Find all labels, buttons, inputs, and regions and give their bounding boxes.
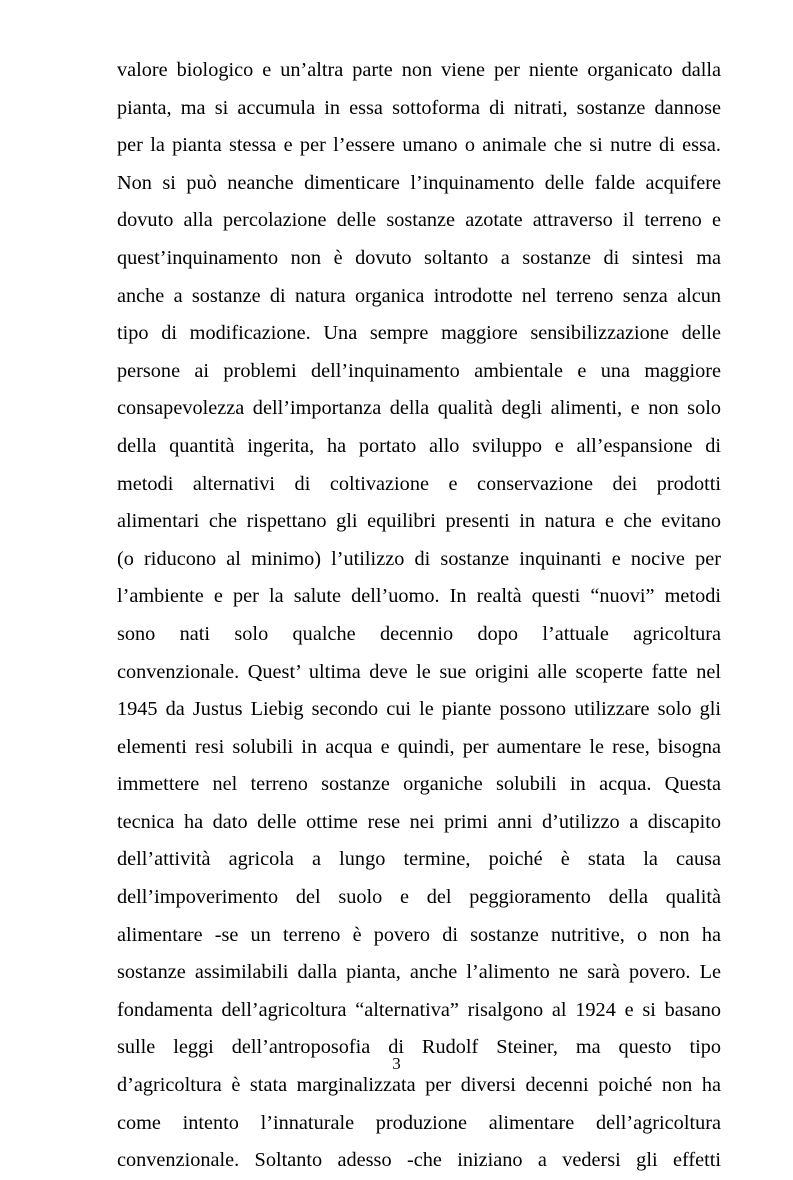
text-line: immettere nel terreno sostanze organiche solubili in acqua. Questa <box>117 773 721 796</box>
text-line: tecnica ha dato delle ottime rese nei primi anni d’utilizzo a discapito <box>117 810 721 833</box>
text-line: consapevolezza dell’importanza della qualità degli alimenti, e non solo <box>117 397 721 420</box>
body-paragraph <box>117 52 721 1180</box>
page-number: 3 <box>392 1054 401 1073</box>
text-line: anche a sostanze di natura organica introdotte nel terreno senza alcun <box>117 284 721 307</box>
text-line: convenzionale. Quest’ ultima deve le sue origini alle scoperte fatte nel <box>117 660 721 683</box>
text-line: pianta, ma si accumula in essa sottoforma di nitrati, sostanze dannose <box>117 96 721 119</box>
text-line: alimentare -se un terreno è povero di sostanze nutritive, o non ha <box>117 923 721 946</box>
text-line: dell’attività agricola a lungo termine, poiché è stata la causa <box>117 848 721 871</box>
text-line: (o riducono al minimo) l’utilizzo di sostanze inquinanti e nocive per <box>117 547 721 570</box>
text-line: della quantità ingerita, ha portato allo sviluppo e all’espansione di <box>117 434 721 457</box>
text-line: dovuto alla percolazione delle sostanze azotate attraverso il terreno e <box>117 209 721 232</box>
text-line: come intento l’innaturale produzione alimentare dell’agricoltura <box>117 1111 721 1134</box>
text-line: sulle leggi dell’antroposofia di Rudolf Steiner, ma questo tipo <box>117 1036 721 1059</box>
text-line: persone ai problemi dell’inquinamento ambientale e una maggiore <box>117 359 721 382</box>
text-line: fondamenta dell’agricoltura “alternativa” risalgono al 1924 e si basano <box>117 998 721 1021</box>
text-line: sono nati solo qualche decennio dopo l’attuale agricoltura <box>117 622 721 645</box>
text-line: dell’impoverimento del suolo e del peggioramento della qualità <box>117 886 721 909</box>
text-line: metodi alternativi di coltivazione e conservazione dei prodotti <box>117 472 721 495</box>
text-line: valore biologico e un’altra parte non viene per niente organicato dalla <box>117 59 721 81</box>
text-line: convenzionale. Soltanto adesso -che iniziano a vedersi gli effetti <box>117 1149 721 1172</box>
text-line: quest’inquinamento non è dovuto soltanto a sostanze di sintesi ma <box>117 246 721 269</box>
text-line: sostanze assimilabili dalla pianta, anche l’alimento ne sarà povero. Le <box>117 961 721 984</box>
text-line: d’agricoltura è stata marginalizzata per diversi decenni poiché non ha <box>117 1074 721 1097</box>
text-line: alimentari che rispettano gli equilibri presenti in natura e che evitano <box>117 510 721 533</box>
text-line: Non si può neanche dimenticare l’inquinamento delle falde acquifere <box>117 171 721 194</box>
text-line: elementi resi solubili in acqua e quindi, per aumentare le rese, bisogna <box>117 735 721 758</box>
text-line: per la pianta stessa e per l’essere umano o animale che si nutre di essa. <box>117 134 721 157</box>
text-line: l’ambiente e per la salute dell’uomo. In realtà questi “nuovi” metodi <box>117 585 721 608</box>
text-line: tipo di modificazione. Una sempre maggiore sensibilizzazione delle <box>117 322 721 345</box>
text-line: 1945 da Justus Liebig secondo cui le piante possono utilizzare solo gli <box>117 698 721 721</box>
